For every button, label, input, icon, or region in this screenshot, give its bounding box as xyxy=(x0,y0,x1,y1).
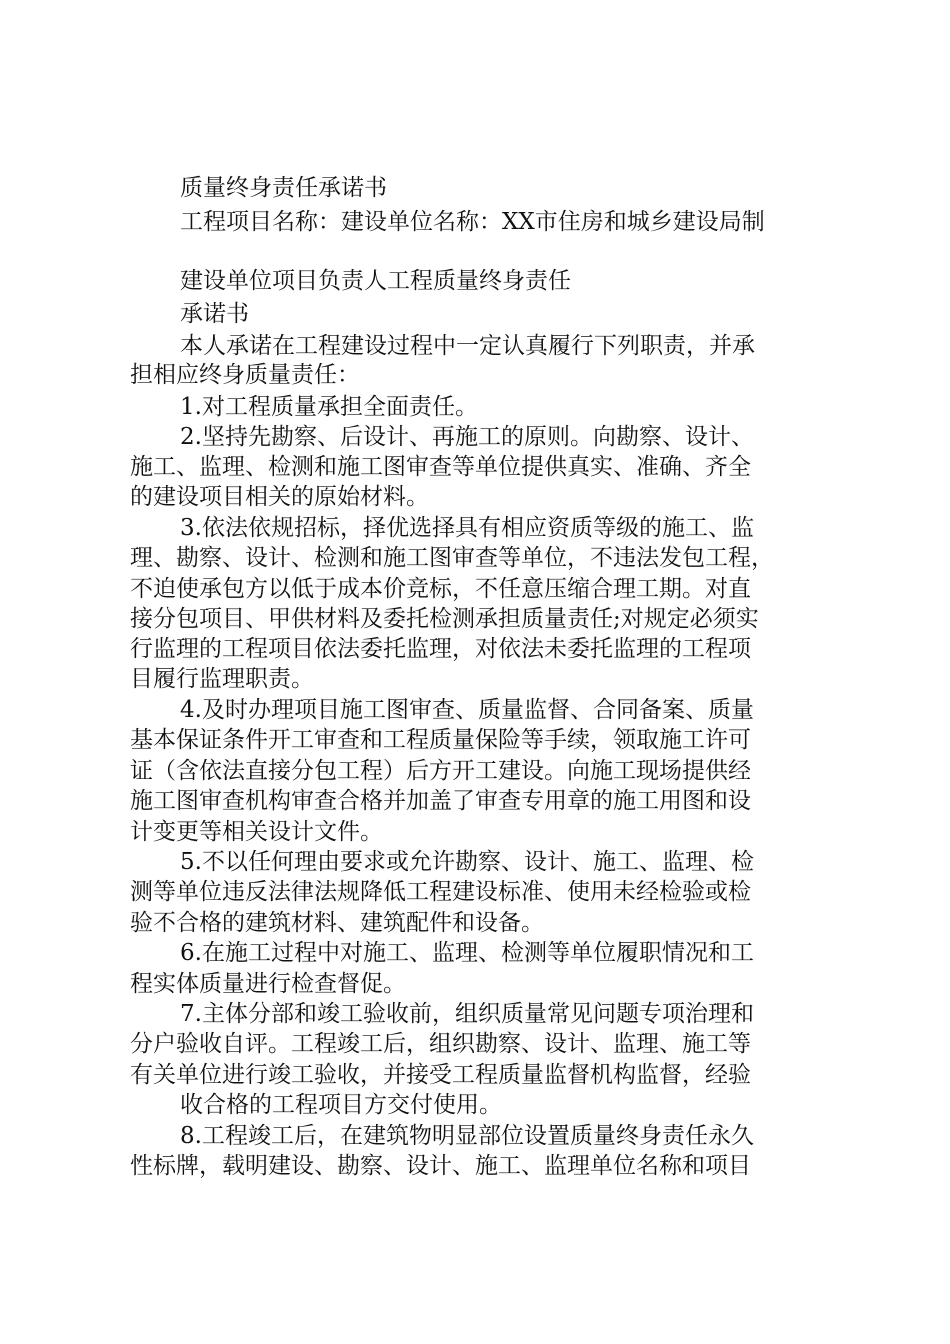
body-line: 不迫使承包方以低于成本价竞标，不任意压缩合理工期。对直 xyxy=(130,576,751,602)
section-title: 建设单位项目负责人工程质量终身责任 xyxy=(180,268,571,294)
body-line: 计变更等相关设计文件。 xyxy=(130,819,383,845)
body-line: 分户验收自评。工程竣工后，组织勘察、设计、监理、施工等 xyxy=(130,1031,751,1057)
body-line: 6.在施工过程中对施工、监理、检测等单位履职情况和工 xyxy=(180,940,754,966)
body-line: 1.对工程质量承担全面责任。 xyxy=(180,394,478,420)
body-line: 7.主体分部和竣工验收前，组织质量常见问题专项治理和 xyxy=(180,1001,754,1027)
project-info-line: 工程项目名称：建设单位名称：XX市住房和城乡建设局制 xyxy=(180,209,765,235)
body-line: 5.不以任何理由要求或允许勘察、设计、施工、监理、检 xyxy=(180,849,754,875)
body-line: 接分包项目、甲供材料及委托检测承担质量责任;对规定必须实 xyxy=(130,606,759,632)
body-line: 行监理的工程项目依法委托监理，对依法未委托监理的工程项 xyxy=(130,636,751,662)
body-line: 目履行监理职责。 xyxy=(130,666,314,692)
body-line: 施工图审查机构审查合格并加盖了审查专用章的施工用图和设 xyxy=(130,788,751,814)
document-title: 质量终身责任承诺书 xyxy=(180,175,387,201)
body-line: 验不合格的建筑材料、建筑配件和设备。 xyxy=(130,910,544,936)
body-line: 基本保证条件开工审查和工程质量保险等手续，领取施工许可 xyxy=(130,727,751,753)
body-line: 程实体质量进行检查督促。 xyxy=(130,971,406,997)
body-line: 理、勘察、设计、检测和施工图审查等单位，不违法发包工程， xyxy=(130,545,774,571)
body-line: 2.坚持先勘察、后设计、再施工的原则。向勘察、设计、 xyxy=(180,424,754,450)
body-line: 性标牌，载明建设、勘察、设计、施工、监理单位名称和项目 xyxy=(130,1153,751,1179)
body-line: 8.工程竣工后，在建筑物明显部位设置质量终身责任永久 xyxy=(180,1123,754,1149)
body-line: 收合格的工程项目方交付使用。 xyxy=(180,1092,502,1118)
body-line: 4.及时办理项目施工图审查、质量监督、合同备案、质量 xyxy=(180,697,754,723)
section-subtitle: 承诺书 xyxy=(180,301,249,327)
body-line: 施工、监理、检测和施工图审查等单位提供真实、准确、齐全 xyxy=(130,454,751,480)
body-line: 的建设项目相关的原始材料。 xyxy=(130,484,429,510)
body-line: 本人承诺在工程建设过程中一定认真履行下列职责，并承 xyxy=(180,333,755,359)
body-line: 证（含依法直接分包工程）后方开工建设。向施工现场提供经 xyxy=(130,758,751,784)
body-line: 3.依法依规招标，择优选择具有相应资质等级的施工、监 xyxy=(180,515,754,541)
body-line: 测等单位违反法律法规降低工程建设标准、使用未经检验或检 xyxy=(130,879,751,905)
body-line: 有关单位进行竣工验收，并接受工程质量监督机构监督，经验 xyxy=(130,1062,751,1088)
body-line: 担相应终身质量责任： xyxy=(130,362,360,388)
